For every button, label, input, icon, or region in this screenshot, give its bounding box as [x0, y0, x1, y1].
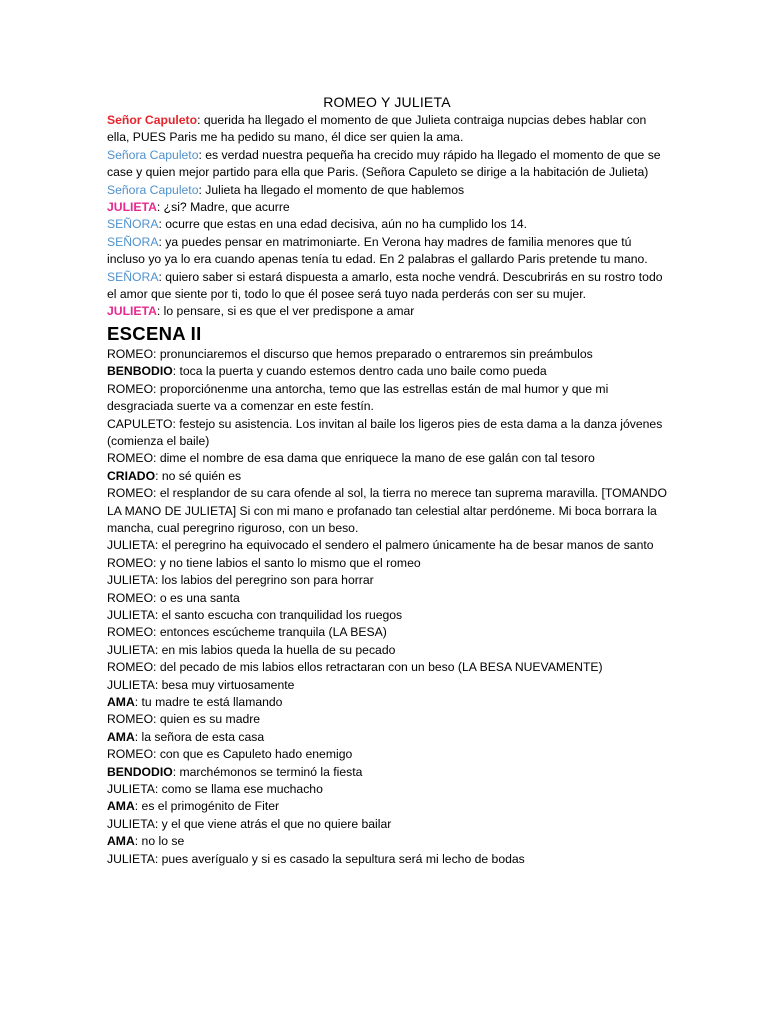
speaker-label: SEÑORA	[107, 234, 159, 249]
speaker-label: Señora Capuleto	[107, 147, 199, 162]
scene-2	[107, 346, 667, 868]
dialogue-text: CAPULETO: festejo su asistencia. Los invitan al baile los ligeros pies de esta dama a la danza jóvenes (comienza el baile)	[107, 416, 663, 448]
dialogue-line	[107, 216, 667, 233]
dialogue-text: ROMEO: con que es Capuleto hado enemigo	[107, 747, 353, 762]
dialogue-text: Julieta ha llegado el momento de que hablemos	[205, 182, 465, 197]
dialogue-line	[107, 590, 667, 607]
dialogue-text: JULIETA: el santo escucha con tranquilidad los ruegos	[107, 607, 403, 622]
separator: :	[134, 799, 142, 814]
dialogue-text: ¿si? Madre, que acurre	[163, 200, 290, 215]
dialogue-text: JULIETA: pues averígualo y si es casado la sepultura será mi lecho de bodas	[107, 851, 525, 866]
separator: :	[198, 147, 206, 162]
dialogue-text: es el primogénito de Fiter	[141, 799, 280, 814]
document-page	[107, 93, 667, 868]
dialogue-line	[107, 798, 667, 815]
dialogue-line	[107, 833, 667, 850]
separator: :	[158, 217, 166, 232]
dialogue-line	[107, 147, 667, 182]
dialogue-line	[107, 537, 667, 554]
separator: :	[172, 764, 180, 779]
separator: :	[158, 234, 166, 249]
dialogue-line	[107, 234, 667, 269]
dialogue-text: ROMEO: y no tiene labios el santo lo mismo que el romeo	[107, 555, 421, 570]
dialogue-text: querida ha llegado el momento de que Julieta contraiga nupcias debes hablar con ella, PUES Paris me ha pedido su mano, él dice ser quien la ama.	[107, 113, 647, 145]
dialogue-line	[107, 269, 667, 304]
dialogue-line	[107, 485, 667, 537]
dialogue-line	[107, 555, 667, 572]
dialogue-text: ROMEO: pronunciaremos el discurso que hemos preparado o entraremos sin preámbulos	[107, 346, 593, 361]
dialogue-line	[107, 677, 667, 694]
separator: :	[156, 304, 164, 319]
dialogue-line	[107, 764, 667, 781]
dialogue-line	[107, 711, 667, 728]
speaker-label: AMA	[107, 729, 135, 744]
separator: :	[155, 468, 162, 483]
dialogue-line	[107, 112, 667, 147]
dialogue-text: ROMEO: dime el nombre de esa dama que enriquece la mano de ese galán con tal tesoro	[107, 451, 595, 466]
dialogue-text: ROMEO: o es una santa	[107, 590, 240, 605]
dialogue-text: marchémonos se terminó la fiesta	[179, 764, 363, 779]
dialogue-line	[107, 303, 667, 320]
scene-1	[107, 112, 667, 321]
dialogue-text: JULIETA: y el que viene atrás el que no quiere bailar	[107, 816, 392, 831]
dialogue-text: toca la puerta y cuando estemos dentro cada uno baile como pueda	[179, 364, 547, 379]
scene-heading: ESCENA II	[107, 322, 202, 344]
dialogue-text: tu madre te está llamando	[141, 695, 283, 709]
separator: :	[172, 364, 180, 379]
dialogue-line	[107, 363, 667, 380]
speaker-label: JULIETA	[107, 304, 157, 319]
dialogue-text: ROMEO: quien es su madre	[107, 712, 261, 727]
speaker-label: CRIADO	[107, 468, 156, 483]
separator: :	[156, 200, 164, 215]
speaker-label: SEÑORA	[107, 269, 159, 284]
speaker-label: AMA	[107, 799, 135, 814]
separator: :	[134, 729, 142, 744]
dialogue-text: JULIETA: el peregrino ha equivocado el sendero el palmero únicamente ha de besar manos de santo	[107, 538, 654, 553]
dialogue-text: ROMEO: entonces escúcheme tranquila (LA BESA)	[107, 625, 387, 640]
dialogue-line	[107, 624, 667, 641]
dialogue-line	[107, 416, 667, 451]
dialogue-line	[107, 450, 667, 467]
dialogue-text: quiero saber si estará dispuesta a amarlo, esta noche vendrá. Descubrirás en su rostro todo el amor que siente por ti, todo lo que él posee será tuyo nada perderás con ser su mujer.	[107, 269, 663, 302]
dialogue-text: JULIETA: besa muy virtuosamente	[107, 677, 295, 692]
dialogue-line	[107, 572, 667, 589]
dialogue-line	[107, 851, 667, 868]
speaker-label: AMA	[107, 695, 135, 709]
separator: :	[158, 269, 166, 284]
dialogue-line	[107, 659, 667, 676]
dialogue-text: ocurre que estas en una edad decisiva, aún no ha cumplido los 14.	[165, 217, 528, 232]
speaker-label: SEÑORA	[107, 217, 159, 232]
dialogue-line	[107, 381, 667, 416]
dialogue-line	[107, 729, 667, 746]
dialogue-line	[107, 468, 667, 485]
dialogue-text: lo pensare, si es que el ver predispone a amar	[163, 304, 415, 319]
dialogue-line	[107, 781, 667, 798]
separator: :	[134, 695, 142, 709]
speaker-label: Señor Capuleto	[107, 113, 198, 127]
dialogue-line	[107, 642, 667, 659]
speaker-label: Señora Capuleto	[107, 182, 199, 197]
speaker-label: BENBODIO	[107, 364, 173, 379]
dialogue-line	[107, 694, 667, 711]
dialogue-text: ROMEO: el resplandor de su cara ofende al sol, la tierra no merece tan suprema maravilla. [TOMANDO LA MANO DE JULIETA] Si con mi mano e profanado tan celestial altar perdóneme. Mi boca borrara la mancha, cual peregrino riguroso, con un beso.	[107, 486, 667, 535]
dialogue-text: la señora de esta casa	[141, 729, 265, 744]
dialogue-line	[107, 607, 667, 624]
speaker-label: AMA	[107, 834, 135, 849]
dialogue-text: no lo se	[141, 834, 185, 849]
dialogue-text: JULIETA: los labios del peregrino son para horrar	[107, 573, 374, 588]
dialogue-line	[107, 346, 667, 363]
dialogue-line	[107, 746, 667, 763]
separator: :	[134, 834, 142, 849]
dialogue-text: JULIETA: como se llama ese muchacho	[107, 782, 323, 797]
document-title: ROMEO Y JULIETA	[323, 94, 451, 110]
dialogue-text: ROMEO: proporciónenme una antorcha, temo que las estrellas están de mal humor y que mi desgraciada suerte va a comenzar en este festín.	[107, 381, 609, 414]
dialogue-line	[107, 199, 667, 216]
dialogue-text: ya puedes pensar en matrimoniarte. En Verona hay madres de familia menores que tú incluso yo ya lo era cuando apenas tenía tu edad. En 2 palabras el gallardo Paris pretende tu mano.	[107, 234, 648, 267]
separator: :	[198, 182, 206, 197]
dialogue-text: JULIETA: en mis labios queda la huella de su pecado	[107, 642, 396, 657]
speaker-label: JULIETA	[107, 200, 157, 215]
dialogue-line	[107, 816, 667, 833]
dialogue-text: no sé quién es	[161, 468, 242, 483]
speaker-label: BENDODIO	[107, 764, 173, 779]
separator: :	[197, 113, 204, 127]
dialogue-text: ROMEO: del pecado de mis labios ellos retractaran con un beso (LA BESA NUEVAMENTE)	[107, 660, 603, 675]
dialogue-text: es verdad nuestra pequeña ha crecido muy rápido ha llegado el momento de que se case y quien mejor partido para ella que Paris. (Señora Capuleto se dirige a la habitación de Julieta)	[107, 147, 661, 180]
dialogue-line	[107, 182, 667, 199]
